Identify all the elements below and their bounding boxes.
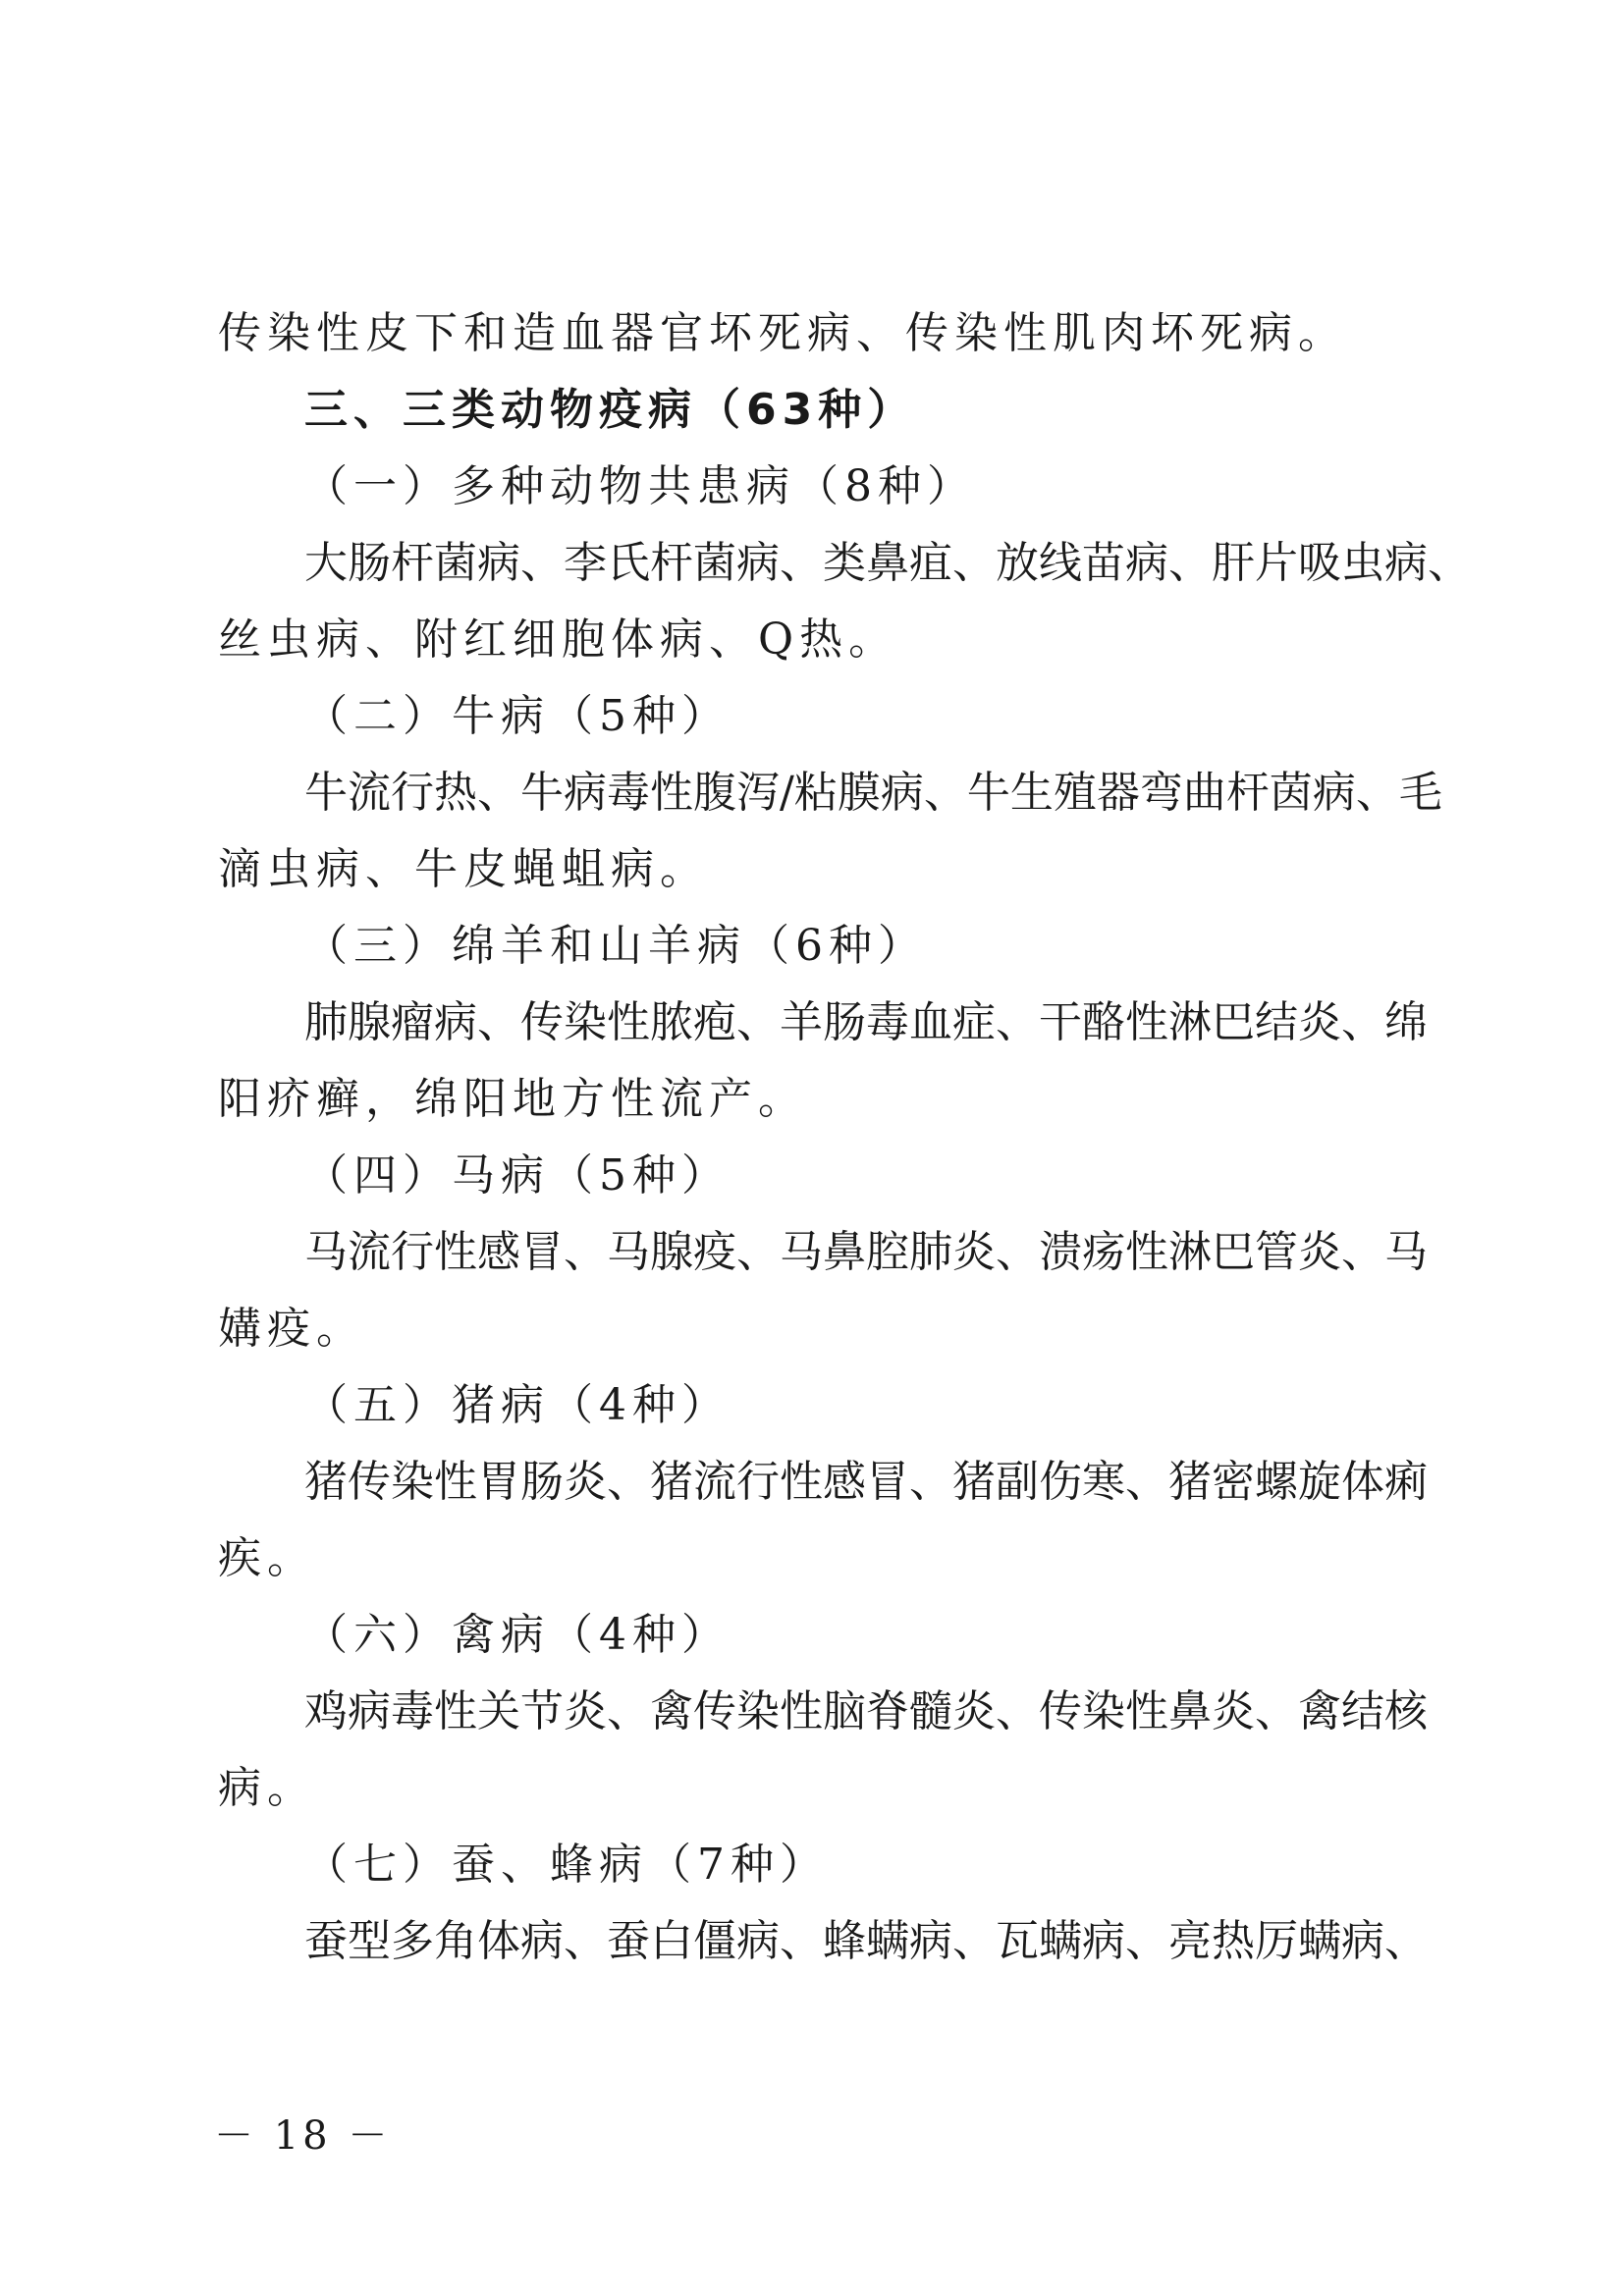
page-number: － 18 －: [214, 2113, 392, 2159]
subsection-heading: （一）多种动物共患病（8种）: [304, 461, 976, 511]
body-text-line: 病。: [218, 1763, 316, 1813]
body-text-line: 马流行性感冒、马腺疫、马鼻腔肺炎、溃疡性淋巴管炎、马: [304, 1227, 1428, 1277]
body-text-line: 滴虫病、牛皮蝇蛆病。: [218, 844, 709, 894]
subsection-heading: （四）马病（5种）: [304, 1150, 731, 1201]
body-text-line: 鸡病毒性关节炎、禽传染性脑脊髓炎、传染性鼻炎、禽结核: [304, 1686, 1428, 1736]
subsection-heading: （二）牛病（5种）: [304, 691, 731, 741]
subsection-heading: （三）绵羊和山羊病（6种）: [304, 921, 927, 971]
body-text-line: 疾。: [218, 1533, 316, 1583]
subsection-heading: （五）猪病（4种）: [304, 1380, 731, 1430]
body-text-line: 肺腺瘤病、传染性脓疱、羊肠毒血症、干酪性淋巴结炎、绵: [304, 997, 1428, 1047]
body-text-line: 大肠杆菌病、李氏杆菌病、类鼻疽、放线苗病、肝片吸虫病、: [304, 538, 1471, 588]
subsection-heading: （六）禽病（4种）: [304, 1610, 731, 1660]
body-text-line: 媾疫。: [218, 1304, 365, 1354]
section-heading: 三、三类动物疫病（63种）: [304, 385, 917, 435]
body-text-line: 猪传染性胃肠炎、猪流行性感冒、猪副伤寒、猪密螺旋体痢: [304, 1457, 1428, 1507]
body-text-line: 蚕型多角体病、蚕白僵病、蜂螨病、瓦螨病、亮热厉螨病、: [304, 1916, 1428, 1966]
body-text-line: 传染性皮下和造血器官坏死病、传染性肌肉坏死病。: [218, 308, 1347, 358]
body-text-line: 阳疥癣，绵阳地方性流产。: [218, 1074, 807, 1124]
body-text-line: 牛流行热、牛病毒性腹泻/粘膜病、牛生殖器弯曲杆茵病、毛: [304, 768, 1442, 818]
subsection-heading: （七）蚕、蜂病（7种）: [304, 1840, 829, 1890]
body-text-line: 丝虫病、附红细胞体病、Q热。: [218, 614, 898, 665]
